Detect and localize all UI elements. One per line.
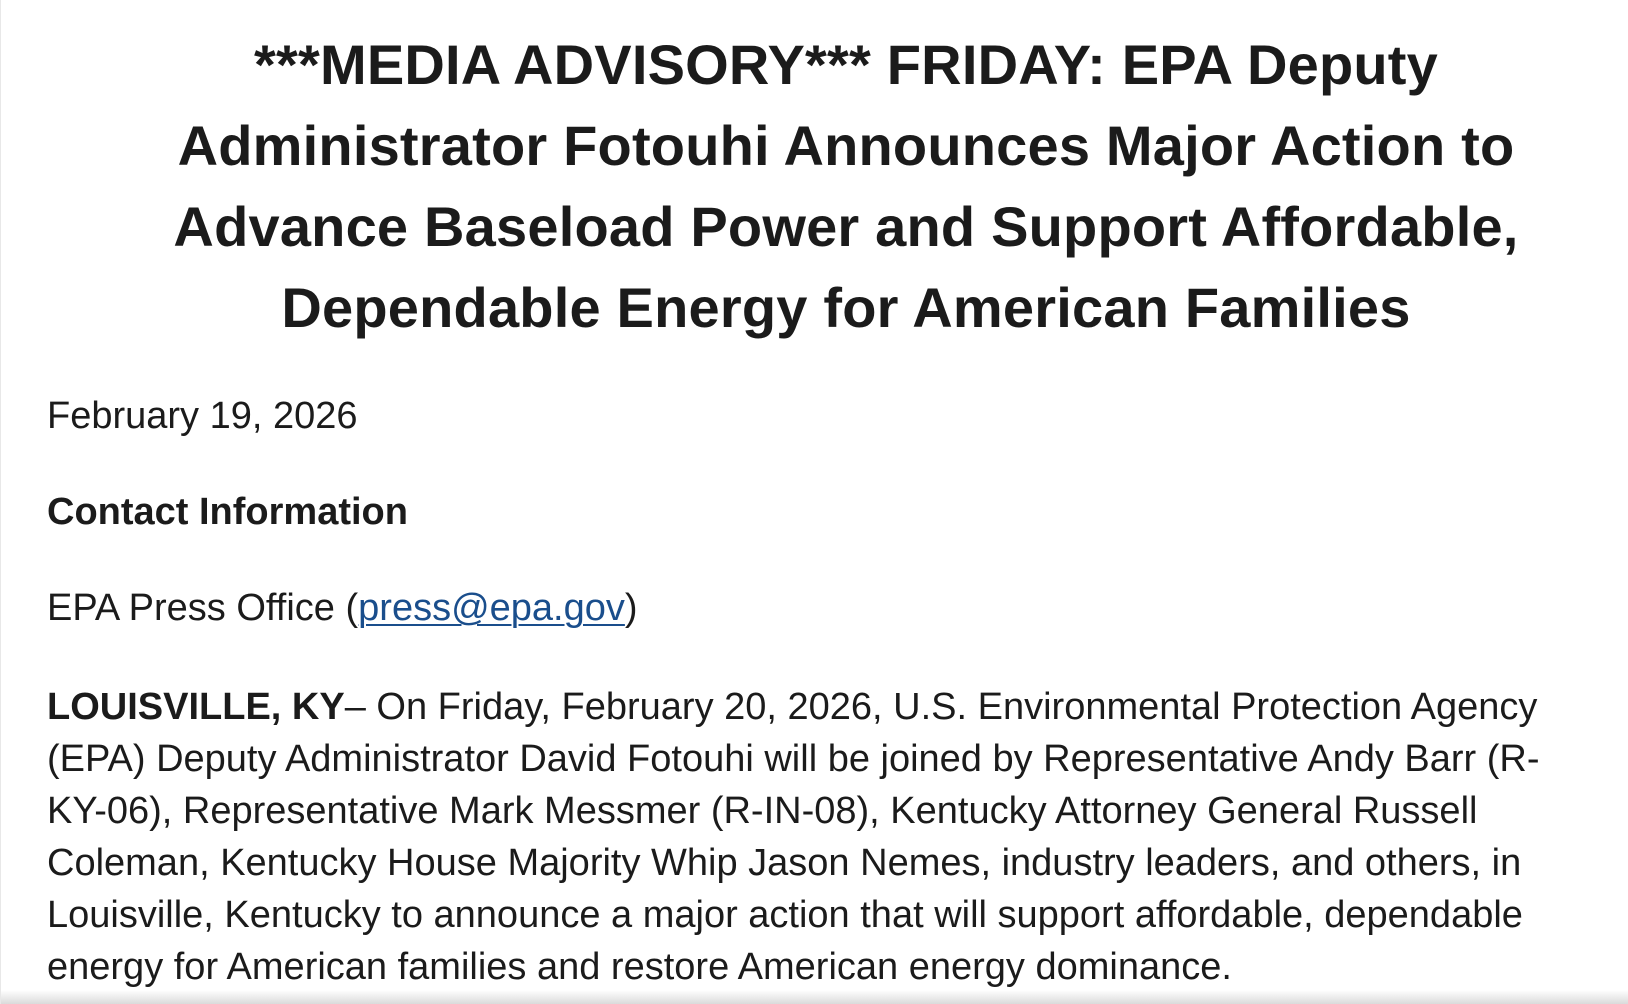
press-office-close-paren: )	[624, 587, 638, 629]
dateline: LOUISVILLE, KY	[47, 686, 345, 728]
release-date: February 19, 2026	[47, 395, 358, 437]
body-paragraph	[47, 681, 1597, 993]
body-text: – On Friday, February 20, 2026, U.S. Environmental Protection Agency (EPA) Deputy Administrator David Fotouhi will be joined by Representative Andy Barr (R-KY-06), Representative Mark Messmer (R-IN-08), Kentucky Attorney General Russell Coleman, Kentucky House Majority Whip Jason Nemes, industry leaders, and others, in Louisville, Kentucky to announce a major action that will support affordable, dependable energy for American families and restore American energy dominance.	[47, 686, 1540, 988]
press-office-contact	[47, 584, 638, 632]
press-office-label: EPA Press Office (	[47, 587, 359, 629]
press-email-link[interactable]: press@epa.gov	[358, 587, 625, 629]
scroll-edge-shadow	[1, 990, 1628, 1004]
contact-information-heading: Contact Information	[47, 491, 408, 533]
page-title: ***MEDIA ADVISORY*** FRIDAY: EPA Deputy Administrator Fotouhi Announces Major Action to Advance Baseload Power and Support Affordable, Dependable Energy for American Families	[173, 33, 1519, 339]
